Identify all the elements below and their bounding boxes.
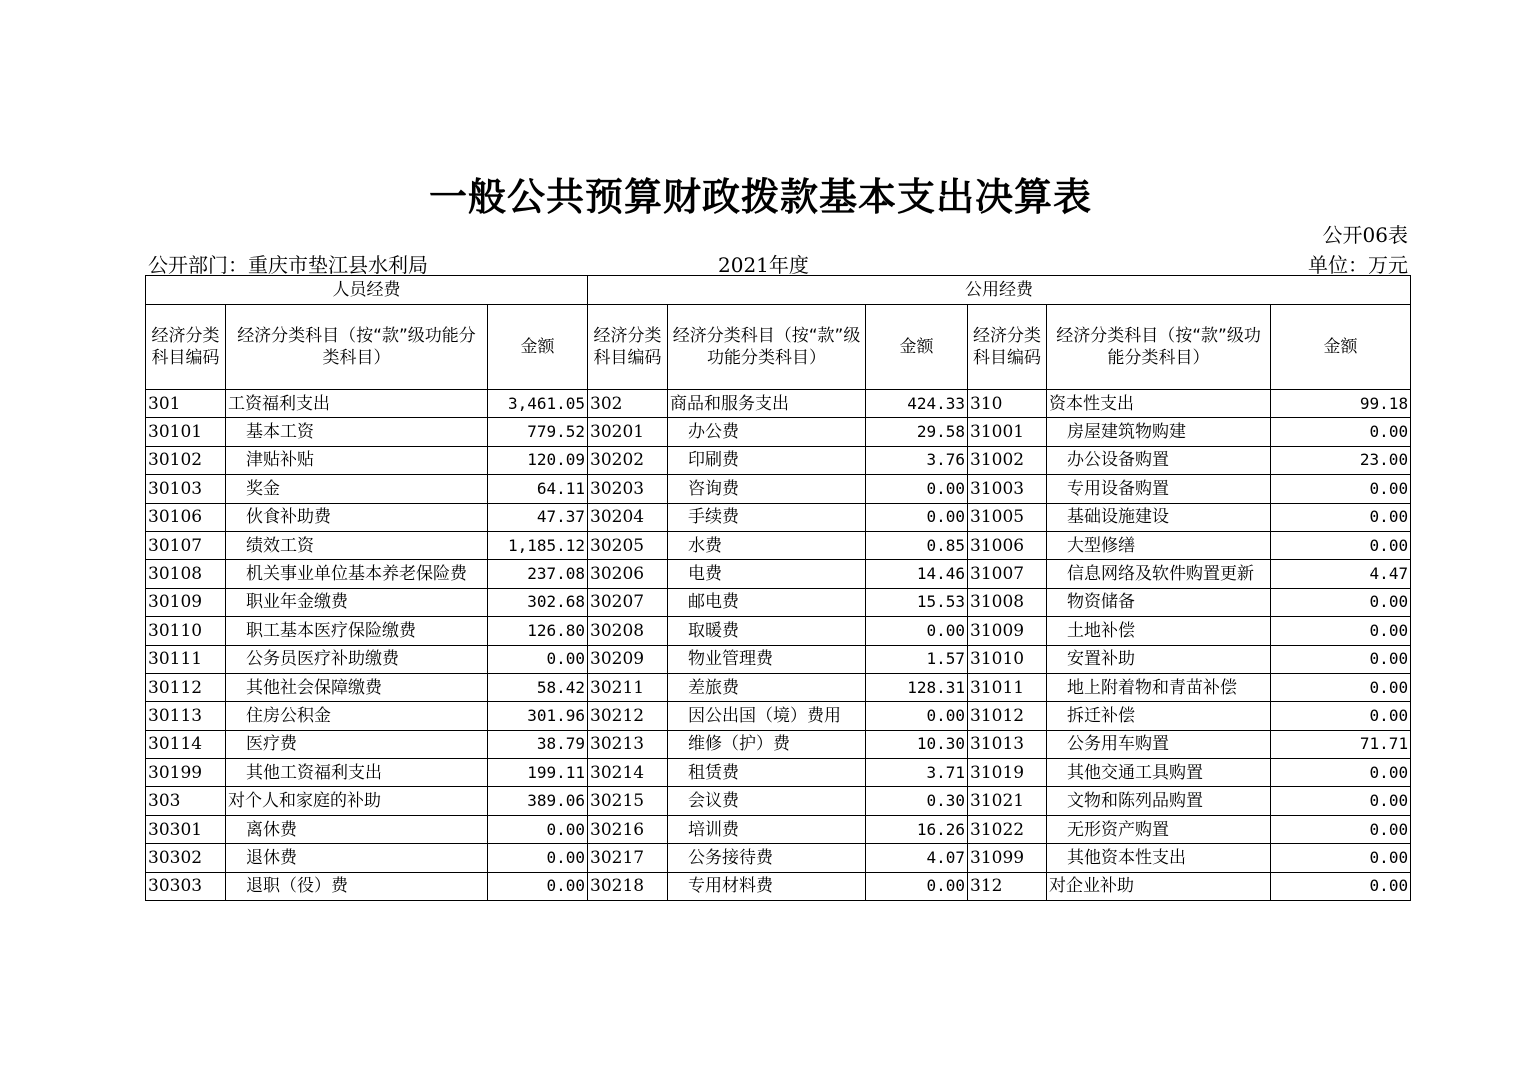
code-cell: 30102 <box>146 446 226 474</box>
code-cell: 31012 <box>968 702 1047 730</box>
amount-cell: 128.31 <box>866 673 968 701</box>
name-cell: 地上附着物和青苗补偿 <box>1047 673 1271 701</box>
expenditure-table <box>145 275 1411 901</box>
code-cell: 30209 <box>588 645 668 673</box>
name-cell: 租赁费 <box>668 759 866 787</box>
name-cell: 对个人和家庭的补助 <box>226 787 488 815</box>
code-cell: 30302 <box>146 844 226 872</box>
group-header-public: 公用经费 <box>588 276 1411 305</box>
name-cell: 专用设备购置 <box>1047 475 1271 503</box>
name-cell: 印刷费 <box>668 446 866 474</box>
amount-cell: 3.76 <box>866 446 968 474</box>
amount-cell: 0.00 <box>1271 588 1411 616</box>
col-header-code: 经济分类科目编码 <box>588 305 668 390</box>
name-cell: 办公费 <box>668 418 866 446</box>
table-row <box>146 730 1411 758</box>
amount-cell: 47.37 <box>488 503 588 531</box>
amount-cell: 0.00 <box>1271 531 1411 559</box>
name-cell: 奖金 <box>226 475 488 503</box>
code-cell: 30206 <box>588 560 668 588</box>
group-header-personnel: 人员经费 <box>146 276 588 305</box>
code-cell: 31010 <box>968 645 1047 673</box>
name-cell: 商品和服务支出 <box>668 390 866 418</box>
code-cell: 30211 <box>588 673 668 701</box>
code-cell: 31005 <box>968 503 1047 531</box>
name-cell: 手续费 <box>668 503 866 531</box>
name-cell: 办公设备购置 <box>1047 446 1271 474</box>
col-header-amount: 金额 <box>488 305 588 390</box>
amount-cell: 0.00 <box>1271 872 1411 900</box>
code-cell: 31013 <box>968 730 1047 758</box>
name-cell: 住房公积金 <box>226 702 488 730</box>
amount-cell: 0.00 <box>1271 844 1411 872</box>
code-cell: 30215 <box>588 787 668 815</box>
code-cell: 30111 <box>146 645 226 673</box>
table-row <box>146 588 1411 616</box>
table-row <box>146 872 1411 900</box>
code-cell: 31002 <box>968 446 1047 474</box>
table-row <box>146 787 1411 815</box>
code-cell: 30207 <box>588 588 668 616</box>
amount-cell: 0.00 <box>1271 645 1411 673</box>
amount-cell: 29.58 <box>866 418 968 446</box>
code-cell: 301 <box>146 390 226 418</box>
name-cell: 信息网络及软件购置更新 <box>1047 560 1271 588</box>
col-header-name: 经济分类科目（按“款”级功能分类科目） <box>226 305 488 390</box>
table-row <box>146 673 1411 701</box>
code-cell: 31003 <box>968 475 1047 503</box>
name-cell: 其他资本性支出 <box>1047 844 1271 872</box>
amount-cell: 3,461.05 <box>488 390 588 418</box>
table-row <box>146 446 1411 474</box>
code-cell: 30217 <box>588 844 668 872</box>
amount-cell: 0.00 <box>866 872 968 900</box>
amount-cell: 0.85 <box>866 531 968 559</box>
name-cell: 离休费 <box>226 815 488 843</box>
code-cell: 30208 <box>588 617 668 645</box>
name-cell: 取暖费 <box>668 617 866 645</box>
amount-cell: 0.00 <box>488 815 588 843</box>
code-cell: 310 <box>968 390 1047 418</box>
code-cell: 30107 <box>146 531 226 559</box>
amount-cell: 58.42 <box>488 673 588 701</box>
amount-cell: 0.00 <box>866 617 968 645</box>
amount-cell: 1,185.12 <box>488 531 588 559</box>
amount-cell: 126.80 <box>488 617 588 645</box>
amount-cell: 0.00 <box>1271 617 1411 645</box>
amount-cell: 301.96 <box>488 702 588 730</box>
name-cell: 其他社会保障缴费 <box>226 673 488 701</box>
name-cell: 伙食补助费 <box>226 503 488 531</box>
name-cell: 电费 <box>668 560 866 588</box>
amount-cell: 424.33 <box>866 390 968 418</box>
amount-cell: 0.00 <box>1271 815 1411 843</box>
code-cell: 31019 <box>968 759 1047 787</box>
name-cell: 公务用车购置 <box>1047 730 1271 758</box>
amount-cell: 199.11 <box>488 759 588 787</box>
code-cell: 31009 <box>968 617 1047 645</box>
amount-cell: 0.00 <box>488 844 588 872</box>
name-cell: 咨询费 <box>668 475 866 503</box>
code-cell: 30103 <box>146 475 226 503</box>
amount-cell: 38.79 <box>488 730 588 758</box>
name-cell: 公务接待费 <box>668 844 866 872</box>
name-cell: 机关事业单位基本养老保险费 <box>226 560 488 588</box>
name-cell: 其他交通工具购置 <box>1047 759 1271 787</box>
amount-cell: 0.00 <box>866 475 968 503</box>
amount-cell: 0.30 <box>866 787 968 815</box>
col-header-amount: 金额 <box>1271 305 1411 390</box>
table-row <box>146 702 1411 730</box>
code-cell: 30213 <box>588 730 668 758</box>
code-cell: 30199 <box>146 759 226 787</box>
amount-cell: 16.26 <box>866 815 968 843</box>
name-cell: 差旅费 <box>668 673 866 701</box>
table-row <box>146 418 1411 446</box>
amount-cell: 3.71 <box>866 759 968 787</box>
name-cell: 基础设施建设 <box>1047 503 1271 531</box>
col-header-code: 经济分类科目编码 <box>146 305 226 390</box>
form-number: 公开06表 <box>1322 223 1408 247</box>
name-cell: 文物和陈列品购置 <box>1047 787 1271 815</box>
amount-cell: 0.00 <box>866 503 968 531</box>
code-cell: 31006 <box>968 531 1047 559</box>
name-cell: 物业管理费 <box>668 645 866 673</box>
amount-cell: 23.00 <box>1271 446 1411 474</box>
col-header-name: 经济分类科目（按“款”级功能分类科目） <box>668 305 866 390</box>
name-cell: 医疗费 <box>226 730 488 758</box>
amount-cell: 0.00 <box>488 645 588 673</box>
table-row <box>146 815 1411 843</box>
amount-cell: 1.57 <box>866 645 968 673</box>
code-cell: 31021 <box>968 787 1047 815</box>
code-cell: 30301 <box>146 815 226 843</box>
code-cell: 31011 <box>968 673 1047 701</box>
name-cell: 因公出国（境）费用 <box>668 702 866 730</box>
amount-cell: 0.00 <box>1271 503 1411 531</box>
code-cell: 31001 <box>968 418 1047 446</box>
name-cell: 基本工资 <box>226 418 488 446</box>
amount-cell: 0.00 <box>488 872 588 900</box>
amount-cell: 237.08 <box>488 560 588 588</box>
name-cell: 退职（役）费 <box>226 872 488 900</box>
code-cell: 30205 <box>588 531 668 559</box>
department-label: 公开部门：重庆市垫江县水利局 <box>148 253 428 277</box>
table-row <box>146 617 1411 645</box>
amount-cell: 4.07 <box>866 844 968 872</box>
name-cell: 资本性支出 <box>1047 390 1271 418</box>
name-cell: 会议费 <box>668 787 866 815</box>
table-row <box>146 560 1411 588</box>
code-cell: 303 <box>146 787 226 815</box>
col-header-code: 经济分类科目编码 <box>968 305 1047 390</box>
code-cell: 312 <box>968 872 1047 900</box>
name-cell: 土地补偿 <box>1047 617 1271 645</box>
amount-cell: 0.00 <box>1271 787 1411 815</box>
code-cell: 30303 <box>146 872 226 900</box>
name-cell: 工资福利支出 <box>226 390 488 418</box>
code-cell: 30114 <box>146 730 226 758</box>
amount-cell: 302.68 <box>488 588 588 616</box>
amount-cell: 14.46 <box>866 560 968 588</box>
amount-cell: 0.00 <box>1271 759 1411 787</box>
code-cell: 30113 <box>146 702 226 730</box>
amount-cell: 71.71 <box>1271 730 1411 758</box>
name-cell: 退休费 <box>226 844 488 872</box>
code-cell: 30109 <box>146 588 226 616</box>
amount-cell: 0.00 <box>1271 673 1411 701</box>
amount-cell: 779.52 <box>488 418 588 446</box>
name-cell: 邮电费 <box>668 588 866 616</box>
name-cell: 职业年金缴费 <box>226 588 488 616</box>
name-cell: 安置补助 <box>1047 645 1271 673</box>
page-title: 一般公共预算财政拨款基本支出决算表 <box>428 175 1092 219</box>
code-cell: 30216 <box>588 815 668 843</box>
name-cell: 维修（护）费 <box>668 730 866 758</box>
amount-cell: 99.18 <box>1271 390 1411 418</box>
name-cell: 绩效工资 <box>226 531 488 559</box>
name-cell: 房屋建筑物购建 <box>1047 418 1271 446</box>
code-cell: 302 <box>588 390 668 418</box>
table-row <box>146 645 1411 673</box>
amount-cell: 389.06 <box>488 787 588 815</box>
code-cell: 30106 <box>146 503 226 531</box>
code-cell: 30201 <box>588 418 668 446</box>
code-cell: 30101 <box>146 418 226 446</box>
col-header-amount: 金额 <box>866 305 968 390</box>
amount-cell: 0.00 <box>1271 702 1411 730</box>
amount-cell: 64.11 <box>488 475 588 503</box>
amount-cell: 120.09 <box>488 446 588 474</box>
table-row <box>146 759 1411 787</box>
name-cell: 津贴补贴 <box>226 446 488 474</box>
amount-cell: 0.00 <box>1271 418 1411 446</box>
code-cell: 30214 <box>588 759 668 787</box>
table-row <box>146 390 1411 418</box>
table-row <box>146 531 1411 559</box>
code-cell: 31007 <box>968 560 1047 588</box>
code-cell: 30110 <box>146 617 226 645</box>
unit-label: 单位：万元 <box>1308 253 1408 277</box>
name-cell: 职工基本医疗保险缴费 <box>226 617 488 645</box>
amount-cell: 15.53 <box>866 588 968 616</box>
name-cell: 大型修缮 <box>1047 531 1271 559</box>
code-cell: 30204 <box>588 503 668 531</box>
name-cell: 水费 <box>668 531 866 559</box>
code-cell: 30218 <box>588 872 668 900</box>
name-cell: 对企业补助 <box>1047 872 1271 900</box>
amount-cell: 10.30 <box>866 730 968 758</box>
amount-cell: 0.00 <box>1271 475 1411 503</box>
table-row <box>146 503 1411 531</box>
table-row <box>146 844 1411 872</box>
year-label: 2021年度 <box>718 253 809 277</box>
code-cell: 30112 <box>146 673 226 701</box>
name-cell: 无形资产购置 <box>1047 815 1271 843</box>
name-cell: 其他工资福利支出 <box>226 759 488 787</box>
table-row <box>146 475 1411 503</box>
code-cell: 30212 <box>588 702 668 730</box>
name-cell: 公务员医疗补助缴费 <box>226 645 488 673</box>
amount-cell: 4.47 <box>1271 560 1411 588</box>
col-header-name: 经济分类科目（按“款”级功能分类科目） <box>1047 305 1271 390</box>
code-cell: 31008 <box>968 588 1047 616</box>
name-cell: 培训费 <box>668 815 866 843</box>
name-cell: 物资储备 <box>1047 588 1271 616</box>
name-cell: 拆迁补偿 <box>1047 702 1271 730</box>
name-cell: 专用材料费 <box>668 872 866 900</box>
amount-cell: 0.00 <box>866 702 968 730</box>
code-cell: 30203 <box>588 475 668 503</box>
code-cell: 31099 <box>968 844 1047 872</box>
code-cell: 30202 <box>588 446 668 474</box>
code-cell: 30108 <box>146 560 226 588</box>
code-cell: 31022 <box>968 815 1047 843</box>
